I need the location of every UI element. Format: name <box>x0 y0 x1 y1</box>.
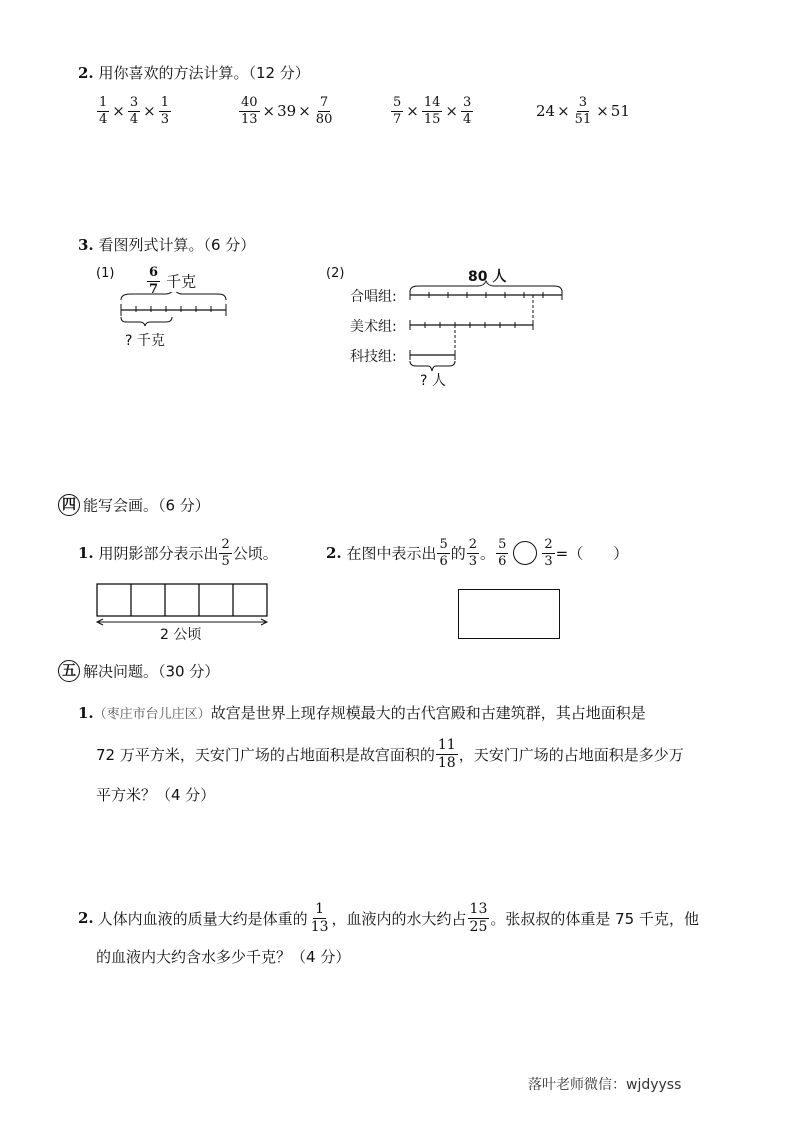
part-2-top-label: 80 人 <box>468 269 507 285</box>
hectare-bar-diagram <box>94 582 272 630</box>
part-1-diagram <box>118 292 230 330</box>
footer-note: 落叶老师微信：wjdyyss <box>528 1077 682 1093</box>
section-4-question-1: 1. 用阴影部分表示出 $\frac{2}{5}$ 公顷。 <box>78 537 278 569</box>
fraction: $\frac{5}{7}$ <box>393 95 402 127</box>
row-label-tech: 科技组: <box>350 349 397 365</box>
section-5-question-2: 2. 人体内血液的质量大约是体重的 $\frac{1}{13}$ ，血液内的水大约占 $\frac{13}{25}$ 。张叔叔的体重是 75 千克，他 的血液内大约含水多少千克？（4 分） <box>78 900 699 966</box>
expression-2: $\frac{40}{13}$ × 39 × $\frac{7}{80}$ <box>241 95 333 127</box>
section-badge: 五 <box>58 660 80 682</box>
section-5-heading <box>58 660 219 682</box>
expression-3: $\frac{5}{7}$ × $\frac{14}{15}$ × $\frac{3}{4}$ <box>393 95 472 127</box>
section-5-question-1: 1.（枣庄市台儿庄区）故宫是世界上现存规模最大的古代宫殿和古建筑群，其占地面积是 72 万平方米，天安门广场的占地面积是故宫面积的 $\frac{11}{18}$ ，天安门广场的占地面积是多少万 平方米？（4 分） <box>78 704 684 804</box>
section-badge: 四 <box>58 494 80 516</box>
part-1-label: (1) <box>96 266 115 281</box>
bar-outline <box>97 584 267 616</box>
fraction: $\frac{1}{3}$ <box>160 95 169 127</box>
fraction: $\frac{3}{4}$ <box>462 95 472 127</box>
fraction: $\frac{40}{13}$ <box>241 95 258 127</box>
part-1-bottom-label: ? 千克 <box>125 333 165 349</box>
compare-circle[interactable] <box>513 541 537 565</box>
fraction: $\frac{7}{80}$ <box>315 95 333 127</box>
fraction: $\frac{1}{4}$ <box>99 95 108 127</box>
part-1-top-label: $\frac{6}{7}$ 千克 <box>149 265 197 297</box>
fraction: $\frac{14}{15}$ <box>423 95 441 127</box>
question-number: 2. <box>78 64 94 82</box>
fraction: $\frac{11}{18}$ <box>437 736 456 771</box>
fraction: $\frac{5}{6}$ <box>439 537 448 569</box>
question-number: 3. <box>78 236 94 254</box>
section-title: 能写会画。（6 分） <box>83 496 210 515</box>
fraction: $\frac{13}{25}$ <box>469 900 488 935</box>
row-label-art: 美术组: <box>350 319 397 335</box>
section-title: 解决问题。（30 分） <box>83 662 220 681</box>
question-title: 看图列式计算。（6 分） <box>98 236 256 254</box>
section-4-question-2: 2. 在图中表示出 $\frac{5}{6}$ 的 $\frac{2}{3}$ 。 $\frac{5}{6}$ $\frac{2}{3}$ =（ ） <box>326 537 629 569</box>
fraction: $\frac{3}{4}$ <box>129 95 139 127</box>
row-label-choir: 合唱组: <box>350 289 397 305</box>
part-2-bottom-label: ? 人 <box>420 373 446 389</box>
fraction: $\frac{3}{51}$ <box>574 95 592 127</box>
expression-4: 24 × $\frac{3}{51}$ × 51 <box>536 95 630 127</box>
question-2-heading <box>78 62 310 83</box>
section-4-heading <box>58 494 210 516</box>
question-title: 用你喜欢的方法计算。（12 分） <box>98 64 310 82</box>
hectare-bar-label: 2 公顷 <box>160 627 202 643</box>
fraction: $\frac{2}{3}$ <box>468 537 478 569</box>
expression-1: $\frac{1}{4}$ × $\frac{3}{4}$ × $\frac{1}{3}$ <box>99 95 169 127</box>
source-note: （枣庄市台儿庄区） <box>93 707 211 722</box>
fraction: $\frac{1}{13}$ <box>310 900 329 935</box>
fraction: $\frac{6}{7}$ <box>149 265 159 297</box>
fraction: $\frac{5}{6}$ <box>498 537 507 569</box>
part-2-diagram <box>404 280 570 380</box>
drawing-rectangle[interactable] <box>458 589 560 639</box>
top-brace <box>121 292 226 300</box>
bottom-brace <box>121 317 172 326</box>
part-2-label: (2) <box>326 266 345 281</box>
answer-blank[interactable]: =（ ） <box>555 544 629 563</box>
fraction: $\frac{2}{3}$ <box>544 537 553 569</box>
fraction: $\frac{2}{5}$ <box>221 537 230 569</box>
top-brace <box>410 281 562 292</box>
question-3-heading <box>78 234 255 255</box>
